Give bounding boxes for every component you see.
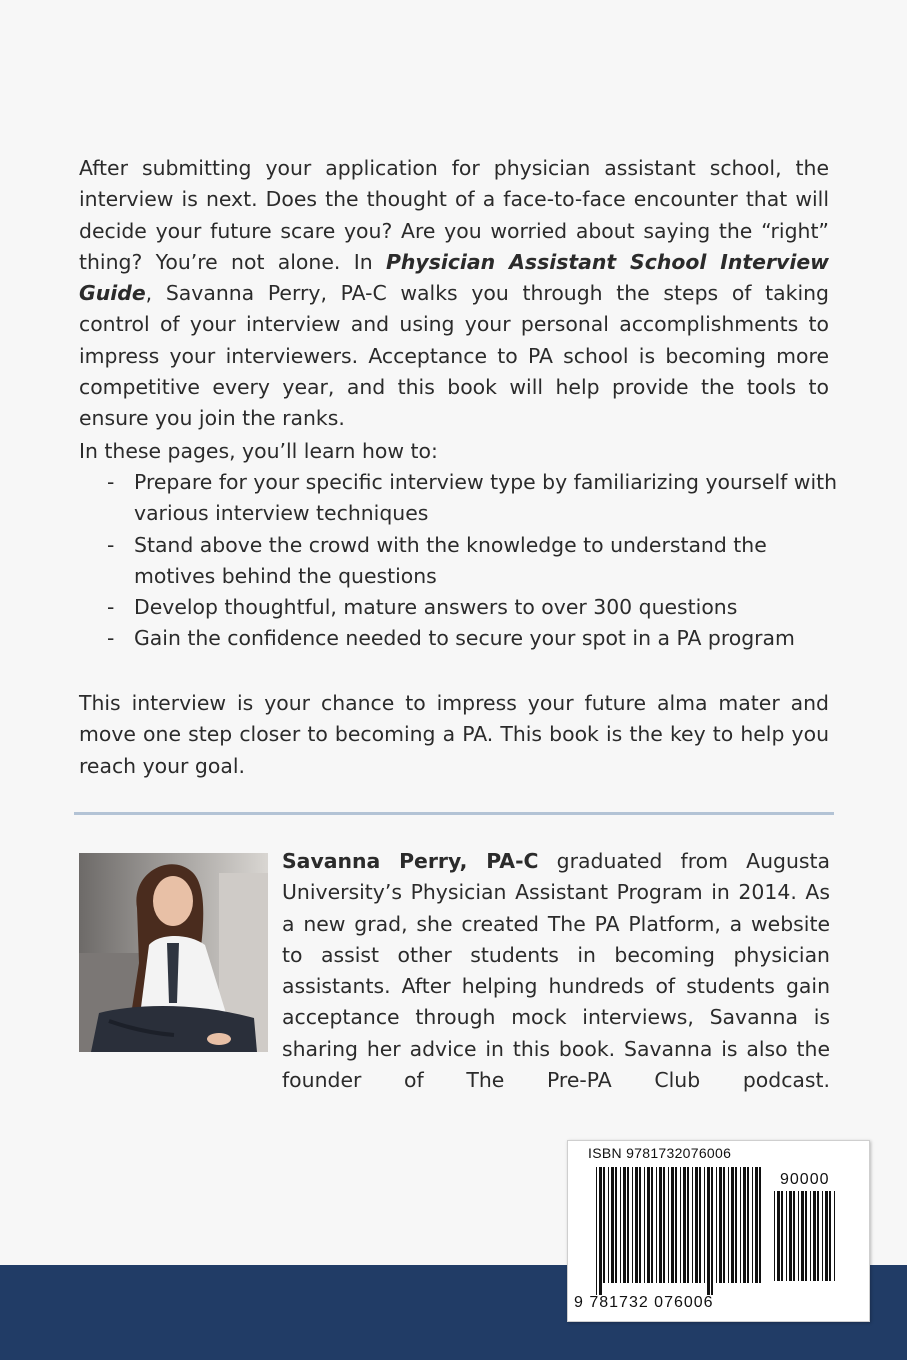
barcode-bar (644, 1167, 645, 1283)
barcode-bar (731, 1167, 734, 1283)
barcode-bar (747, 1167, 749, 1283)
bullet-list (107, 467, 847, 655)
barcode-bar (707, 1167, 710, 1295)
section-divider (74, 812, 834, 815)
barcode-bar (695, 1167, 698, 1283)
barcode-bar (656, 1167, 657, 1283)
description-text-a: After submitting your application for physician assistant school, the interview is next. Does the thought of a face-to-face encounter that will decide your future scare you? Are you worried about saying the “right” thing? You’re not alone. In (79, 156, 829, 274)
barcode-bar (752, 1167, 753, 1283)
author-bio (282, 846, 830, 1096)
bullet-dash: - (107, 532, 115, 557)
bullet-text: Gain the confidence needed to secure your spot in a PA program (134, 626, 795, 651)
barcode-bar (789, 1191, 792, 1281)
barcode-bar (781, 1191, 783, 1281)
barcode-bar (810, 1191, 811, 1281)
barcode-bar (798, 1191, 799, 1281)
list-item (107, 530, 847, 593)
barcode-bar (671, 1167, 674, 1283)
author-bio-text: graduated from Augusta University’s Physician Assistant Program in 2014. As a new grad, she created The PA Platform, a website to assist other students in becoming physician assistants. After helping hundreds of students gain acceptance through mock interviews, Savanna is sharing her advice in this book. Savanna is also the founder of The Pre-PA Club podcast. (282, 849, 830, 1093)
author-photo-illustration (79, 853, 268, 1052)
barcode-bar (603, 1167, 605, 1283)
barcode-bar (801, 1191, 804, 1281)
book-title: Physician Assistant School Interview Guide (79, 249, 829, 306)
barcode-bar (822, 1191, 823, 1281)
author-photo (79, 853, 268, 1052)
closing-paragraph: This interview is your chance to impress your future alma mater and move one step closer to becoming a PA. This book is the key to help you reach your goal. (79, 691, 829, 778)
barcode-bar (675, 1167, 677, 1283)
barcode-bar (817, 1191, 819, 1281)
barcode-bar (834, 1191, 835, 1281)
list-item (107, 467, 847, 530)
bullet-dash: - (107, 595, 115, 620)
barcode-bar (647, 1167, 650, 1283)
barcode-bar (608, 1167, 609, 1283)
barcode-bar (777, 1191, 780, 1281)
barcode-bar (680, 1167, 681, 1283)
barcode-bar (711, 1167, 713, 1295)
barcode-bar (740, 1167, 741, 1283)
bullet-text: Prepare for your specific interview type by familiarizing yourself with various interview techniques (134, 470, 838, 526)
bullet-dash: - (107, 626, 115, 651)
barcode-bar (813, 1191, 816, 1281)
barcode-bar (755, 1167, 758, 1283)
isbn-barcode (567, 1140, 870, 1322)
barcode-bar (793, 1191, 795, 1281)
barcode-bar (699, 1167, 701, 1283)
barcode-bar (743, 1167, 746, 1283)
addon-barcode-bars (774, 1191, 838, 1293)
barcode-bar (615, 1167, 617, 1283)
barcode-bar (687, 1167, 689, 1283)
bullet-text: Develop thoughtful, mature answers to over 300 questions (134, 595, 738, 620)
barcode-bar (704, 1167, 705, 1283)
barcode-bar (659, 1167, 662, 1283)
barcode-bar (692, 1167, 693, 1283)
barcode-bar (627, 1167, 629, 1283)
ean-barcode-bars (596, 1167, 762, 1295)
barcode-bar (668, 1167, 669, 1283)
bullet-dash: - (107, 470, 115, 494)
list-item (107, 623, 847, 654)
barcode-bar (728, 1167, 729, 1283)
barcode-bar (805, 1191, 807, 1281)
barcode-bar (759, 1167, 761, 1283)
description-text-b: , Savanna Perry, PA-C walks you through the steps of taking control of your interview and using your personal accomplishments to impress your interviewers. Acceptance to PA school is becoming more competitive every year, and this book will help provide the tools to ensure you join the ranks. (79, 281, 829, 431)
bullet-intro: In these pages, you’ll learn how to: (79, 439, 438, 463)
barcode-bar (639, 1167, 641, 1283)
barcode-bar (623, 1167, 626, 1283)
barcode-bar (596, 1167, 597, 1295)
description-paragraph (79, 153, 829, 435)
barcode-bar (829, 1191, 831, 1281)
barcode-bar (723, 1167, 725, 1283)
barcode-bar (651, 1167, 653, 1283)
barcode-bar (683, 1167, 686, 1283)
barcode-bar (735, 1167, 737, 1283)
price-addon-digits: 90000 (780, 1171, 830, 1188)
isbn-label: ISBN 9781732076006 (588, 1145, 732, 1161)
barcode-bar (719, 1167, 722, 1283)
list-item (107, 592, 847, 623)
barcode-bar (716, 1167, 717, 1283)
barcode-bar (825, 1191, 828, 1281)
bullet-text: Stand above the crowd with the knowledge to understand the motives behind the questions (134, 532, 767, 588)
barcode-bar (635, 1167, 638, 1283)
author-name: Savanna Perry, PA-C (282, 849, 539, 873)
barcode-bar (774, 1191, 775, 1281)
barcode-bar (599, 1167, 602, 1295)
barcode-bar (632, 1167, 633, 1283)
barcode-bar (611, 1167, 614, 1283)
ean-digits: 9 781732 076006 (574, 1294, 714, 1311)
barcode-bar (620, 1167, 621, 1283)
barcode-bar (786, 1191, 787, 1281)
barcode-bar (663, 1167, 665, 1283)
